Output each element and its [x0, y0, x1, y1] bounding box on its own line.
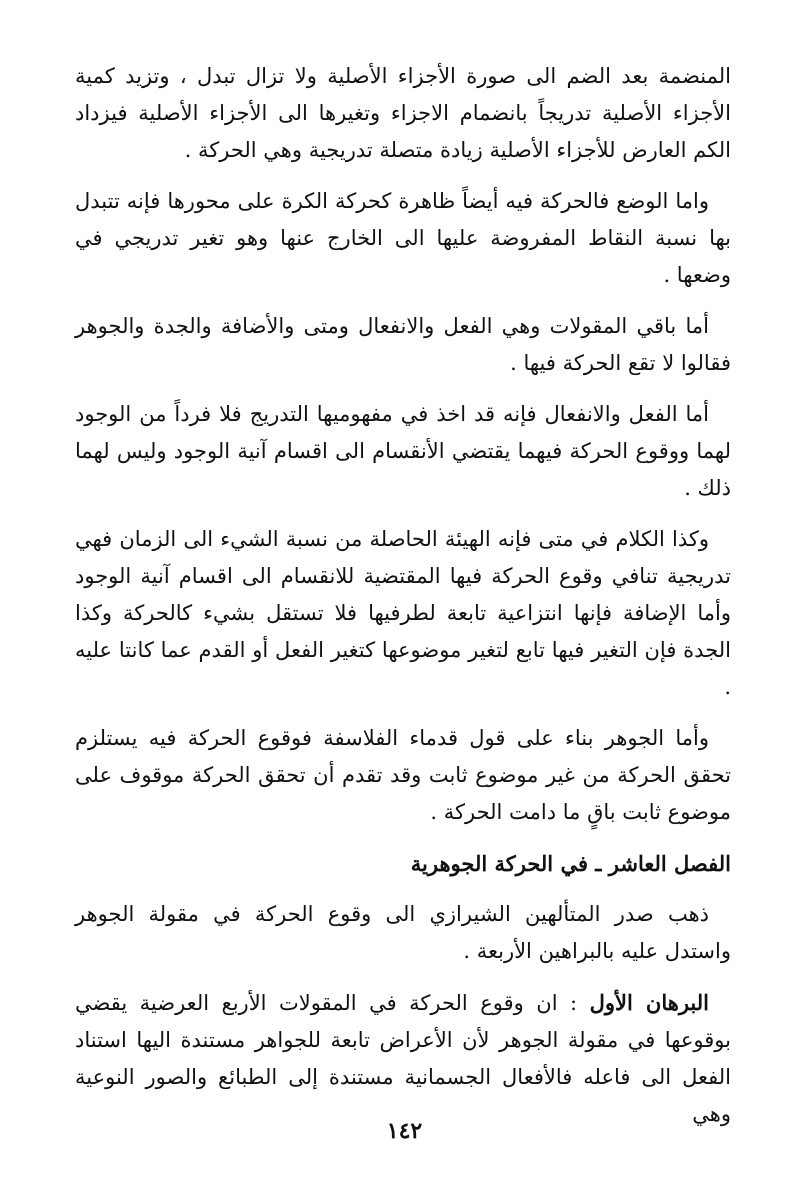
- page-number: ١٤٢: [386, 1118, 423, 1144]
- paragraph-1: المنضمة بعد الضم الى صورة الأجزاء الأصلية ولا تزال تبدل ، وتزيد كمية الأجزاء الأصلية تدريجاً بانضمام الاجزاء وتغيرها الى الأجزاء الأصلية فيزداد الكم العارض للأجزاء الأصلية زيادة متصلة تدريجية وهي الحركة .: [75, 64, 731, 162]
- section-paragraph: ذهب صدر المتألهين الشيرازي الى وقوع الحركة في مقولة الجوهر واستدل عليه بالبراهين الأربعة .: [75, 902, 731, 963]
- paragraph-4: أما الفعل والانفعال فإنه قد اخذ في مفهوميها التدريج فلا فرداً من الوجود لهما ووقوع الحركة فيهما يقتضي الأنقسام الى اقسام آنية الوجود وليس لهما ذلك .: [75, 402, 731, 500]
- paragraph-2: واما الوضع فالحركة فيه أيضاً ظاهرة كحركة الكرة على محورها فإنه تتبدل بها نسبة النقاط المفروضة عليها الى الخارج عنها وهو تغير تدريجي في وضعها .: [75, 189, 731, 287]
- page-body: [75, 58, 731, 1147]
- section-heading: الفصل العاشر ـ في الحركة الجوهرية: [410, 851, 731, 876]
- paragraph-5: وكذا الكلام في متى فإنه الهيئة الحاصلة من نسبة الشيء الى الزمان فهي تدريجية تنافي وقوع الحركة فيها المقتضية للانقسام الى اقسام آنية الوجود وأما الإضافة فإنها انتزاعية تابعة لطرفيها فلا تستقل بشيء كالحركة وكذا الجدة فإن التغير فيها تابع لتغير موضوعها كتغير الفعل أو القدم عما كانتا عليه .: [75, 527, 731, 699]
- proof-lead: البرهان الأول: [589, 990, 709, 1015]
- paragraph-3: أما باقي المقولات وهي الفعل والانفعال ومتى والأضافة والجدة والجوهر فقالوا لا تقع الحركة فيها .: [75, 314, 731, 375]
- paragraph-6: وأما الجوهر بناء على قول قدماء الفلاسفة فوقوع الحركة فيه يستلزم تحقق الحركة من غير موضوع ثابت وقد تقدم أن تحقق الحركة موقوف على موضوع ثابت باقٍ ما دامت الحركة .: [75, 726, 731, 824]
- proof-text: : ان وقوع الحركة في المقولات الأربع العرضية يقضي بوقوعها في مقولة الجوهر لأن الأعراض تابعة للجواهر مستندة اليها استناد الفعل الى فاعله فالأفعال الجسمانية مستندة إلى الطبائع والصور النوعية وهي: [75, 991, 731, 1126]
- proof-paragraph: [75, 984, 731, 1133]
